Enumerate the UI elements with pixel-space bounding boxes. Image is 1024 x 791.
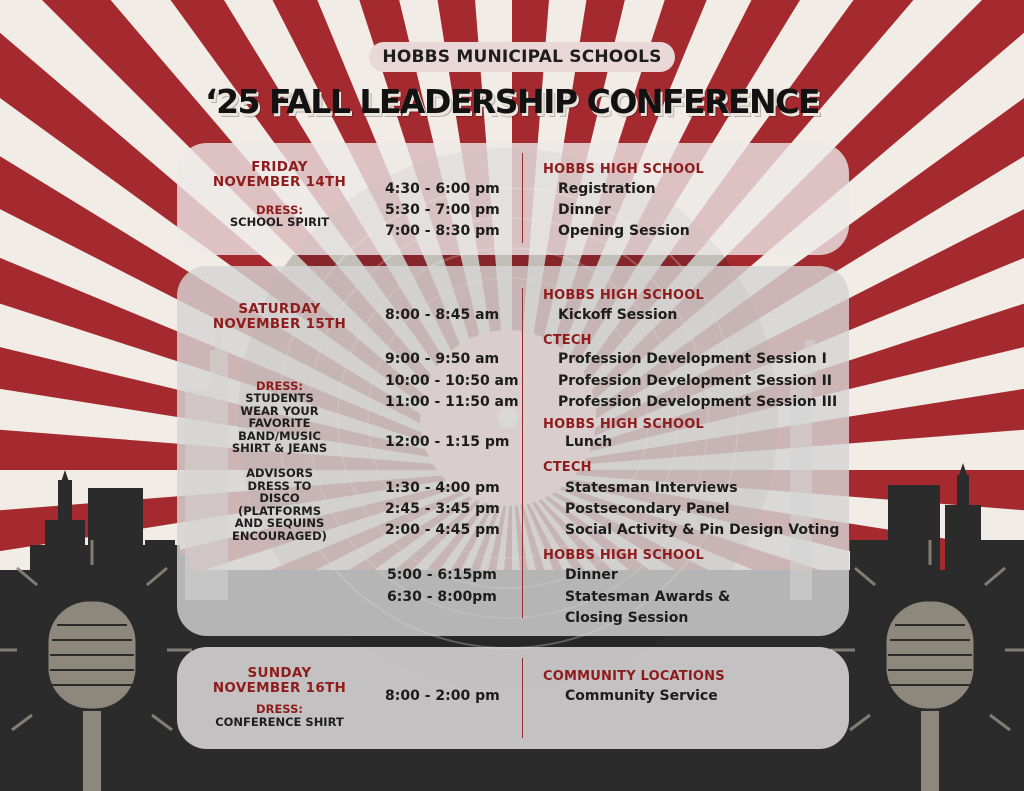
divider-line bbox=[522, 153, 523, 243]
schedule-activity: Profession Development Session I bbox=[558, 351, 827, 367]
schedule-time: 7:00 - 8:30 pm bbox=[385, 223, 500, 239]
schedule-time: 2:00 - 4:45 pm bbox=[385, 522, 500, 538]
divider-line bbox=[522, 288, 523, 618]
schedule-time: 9:00 - 9:50 am bbox=[385, 351, 500, 367]
schedule-time: 8:00 - 2:00 pm bbox=[385, 688, 500, 704]
friday-dress-label: DRESS: bbox=[256, 203, 303, 217]
schedule-activity: Profession Development Session II bbox=[558, 373, 833, 389]
schedule-time: 12:00 - 1:15 pm bbox=[385, 434, 510, 450]
schedule-time: 11:00 - 11:50 am bbox=[385, 394, 519, 410]
divider-line bbox=[522, 658, 523, 738]
schedule-activity: Dinner bbox=[558, 202, 611, 218]
location-heading: HOBBS HIGH SCHOOL bbox=[543, 548, 704, 563]
saturday-dress-students: STUDENTS WEAR YOUR FAVORITE BAND/MUSIC SHIRT & JEANS bbox=[231, 391, 328, 455]
schedule-activity: Statesman Interviews bbox=[565, 480, 738, 496]
page-title: ‘25 FALL LEADERSHIP CONFERENCE bbox=[205, 82, 819, 121]
saturday-dress-label: DRESS: bbox=[256, 379, 303, 393]
location-heading: CTECH bbox=[543, 333, 592, 348]
location-heading: CTECH bbox=[543, 460, 592, 475]
schedule-activity: Closing Session bbox=[565, 610, 689, 626]
schedule-activity: Community Service bbox=[565, 688, 718, 704]
sunday-day: SUNDAY NOVEMBER 16TH bbox=[212, 665, 347, 696]
location-heading: HOBBS HIGH SCHOOL bbox=[543, 162, 704, 177]
schedule-time: 2:45 - 3:45 pm bbox=[385, 501, 500, 517]
schedule-activity: Dinner bbox=[565, 567, 618, 583]
schedule-activity: Lunch bbox=[565, 434, 613, 450]
schedule-time: 10:00 - 10:50 am bbox=[385, 373, 519, 389]
schedule-time: 4:30 - 6:00 pm bbox=[385, 181, 500, 197]
sunday-panel bbox=[177, 647, 849, 749]
schedule-activity: Social Activity & Pin Design Voting bbox=[565, 522, 840, 538]
schedule-activity: Kickoff Session bbox=[558, 307, 678, 323]
saturday-day: SATURDAY NOVEMBER 15TH bbox=[212, 301, 347, 332]
location-heading: HOBBS HIGH SCHOOL bbox=[543, 417, 704, 432]
schedule-time: 1:30 - 4:00 pm bbox=[385, 480, 500, 496]
friday-day: FRIDAY NOVEMBER 14TH bbox=[212, 159, 347, 190]
location-heading: HOBBS HIGH SCHOOL bbox=[543, 288, 704, 303]
schedule-activity: Opening Session bbox=[558, 223, 690, 239]
schedule-time: 5:00 - 6:15pm bbox=[387, 567, 497, 583]
saturday-dress-advisors: ADVISORS DRESS TO DISCO (PLATFORMS AND SEQUINS ENCOURAGED) bbox=[232, 466, 327, 543]
schedule-activity: Statesman Awards & bbox=[565, 589, 731, 605]
sunday-dress-label: DRESS: bbox=[256, 702, 303, 716]
schedule-time: 6:30 - 8:00pm bbox=[387, 589, 497, 605]
friday-dress: SCHOOL SPIRIT bbox=[229, 215, 330, 229]
schedule-time: 8:00 - 8:45 am bbox=[385, 307, 500, 323]
district-badge: HOBBS MUNICIPAL SCHOOLS bbox=[369, 42, 675, 72]
schedule-time: 5:30 - 7:00 pm bbox=[385, 202, 500, 218]
location-heading: COMMUNITY LOCATIONS bbox=[543, 669, 725, 684]
schedule-activity: Registration bbox=[558, 181, 656, 197]
schedule-activity: Postsecondary Panel bbox=[565, 501, 730, 517]
schedule-activity: Profession Development Session III bbox=[558, 394, 838, 410]
sunday-dress: CONFERENCE SHIRT bbox=[215, 715, 344, 729]
